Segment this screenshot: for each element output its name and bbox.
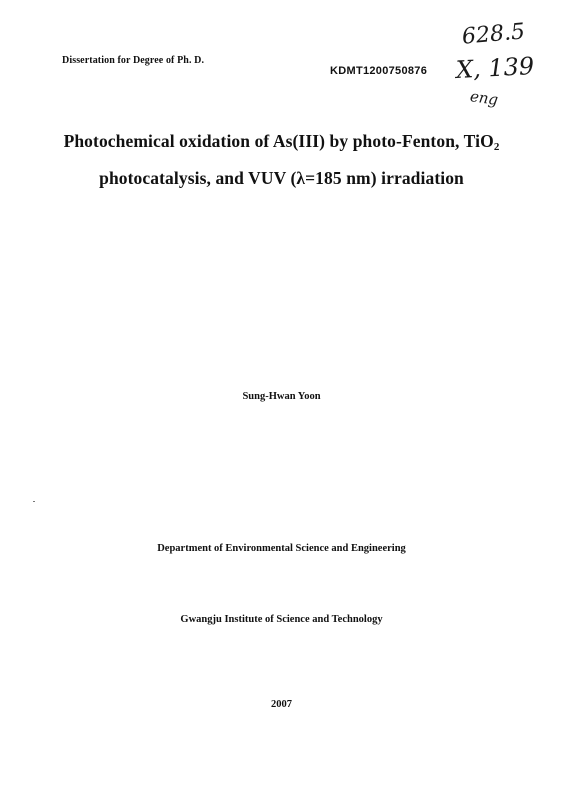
handwritten-note-language: eng — [468, 87, 500, 109]
publication-year: 2007 — [271, 699, 292, 710]
author-name: Sung-Hwan Yoon — [242, 391, 321, 402]
document-code: KDMT1200750876 — [330, 65, 428, 77]
department-name: Department of Environmental Science and Engineering — [157, 543, 406, 554]
handwritten-note-classification: 628.5 — [461, 19, 526, 50]
title-line-1-text: Photochemical oxidation of As(III) by photo-Fenton, TiO — [63, 131, 494, 151]
handwritten-note-call-number: X, 139 — [455, 51, 535, 85]
scan-speck — [33, 501, 35, 502]
dissertation-label: Dissertation for Degree of Ph. D. — [62, 55, 205, 66]
title-line-1 — [0, 131, 563, 153]
institute-name: Gwangju Institute of Science and Technology — [180, 614, 383, 625]
title-subscript: 2 — [493, 141, 500, 153]
title-line-2: photocatalysis, and VUV (λ=185 nm) irradiation — [99, 168, 464, 188]
